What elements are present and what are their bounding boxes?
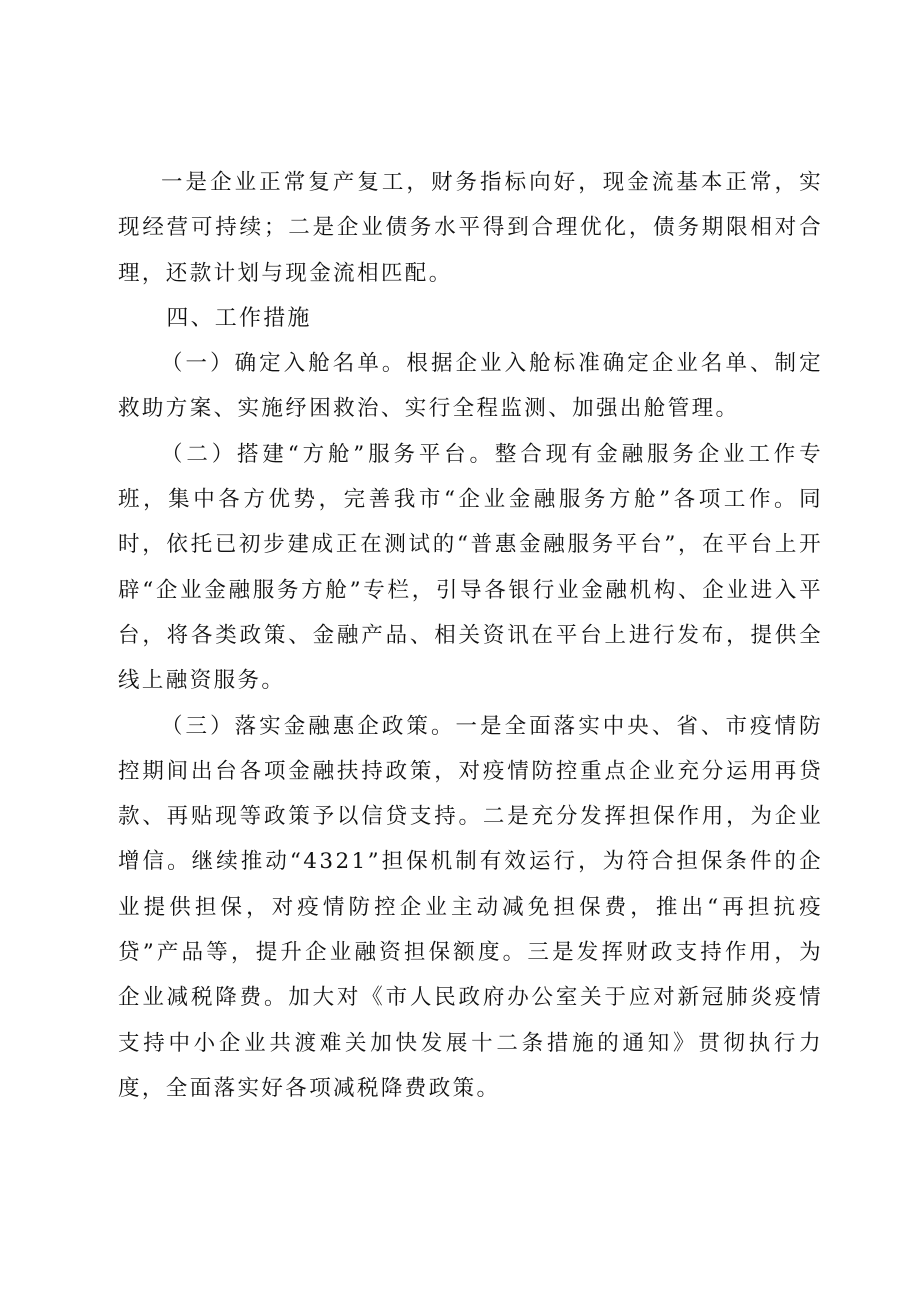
section-heading-work-measures: 四、工作措施 — [166, 305, 312, 331]
paragraph-goals: 一是企业正常复产复工，财务指标向好，现金流基本正常，实现经营可持续；二是企业债务水平得到合理优化，债务期限相对合理，还款计划与现金流相匹配。 — [118, 170, 823, 286]
paragraph-measure-2: （二）搭建“方舱”服务平台。整合现有金融服务企业工作专班，集中各方优势，完善我市“企业金融服务方舱”各项工作。同时，依托已初步建成正在测试的“普惠金融服务平台”，在平台上开辟“企业金融服务方舱”专栏，引导各银行业金融机构、企业进入平台，将各类政策、金融产品、相关资讯在平台上进行发布，提供全线上融资服务。 — [118, 441, 823, 694]
paragraph-measure-3: （三）落实金融惠企政策。一是全面落实中央、省、市疫情防控期间出台各项金融扶持政策，对疫情防控重点企业充分运用再贷款、再贴现等政策予以信贷支持。二是充分发挥担保作用，为企业增信。继续推动“4321”担保机制有效运行，为符合担保条件的企业提供担保，对疫情防控企业主动减免担保费，推出“再担抗疫贷”产品等，提升企业融资担保额度。三是发挥财政支持作用，为企业减税降费。加大对《市人民政府办公室关于应对新冠肺炎疫情支持中小企业共渡难关加快发展十二条措施的通知》贯彻执行力度，全面落实好各项减税降费政策。 — [118, 713, 823, 1101]
paragraph-measure-1: （一）确定入舱名单。根据企业入舱标准确定企业名单、制定救助方案、实施纾困救治、实行全程监测、加强出舱管理。 — [118, 351, 823, 422]
document-page — [118, 160, 823, 1111]
